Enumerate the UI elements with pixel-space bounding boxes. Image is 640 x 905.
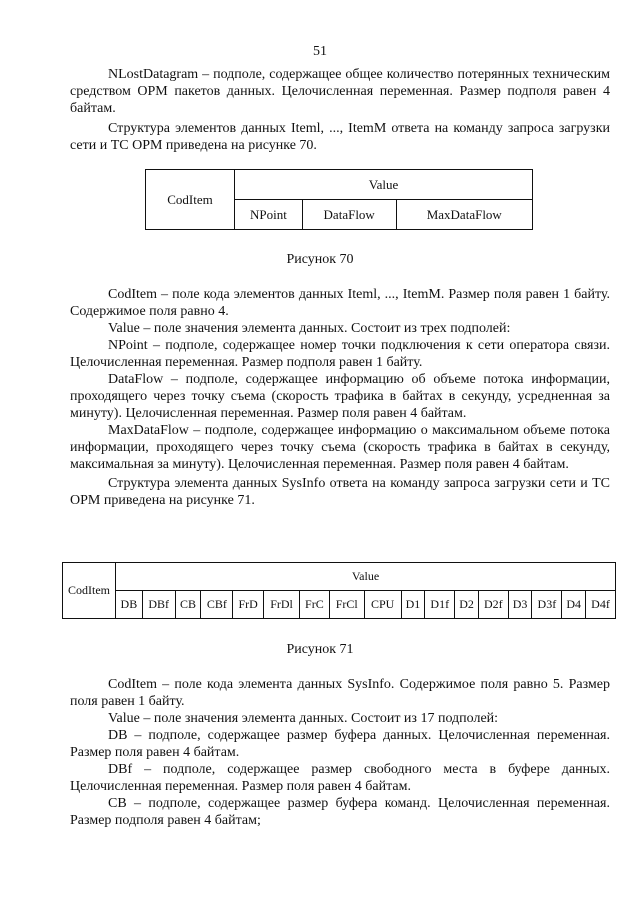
subfield-cell: FrD: [233, 591, 264, 619]
subfield-cell: CB: [175, 591, 201, 619]
text-block-1: [70, 66, 610, 154]
subfield-cell: D4f: [586, 591, 616, 619]
paragraph: CodItem – поле кода элемента данных SysInfo. Содержимое поля равно 5. Размер поля равен 1 байту.: [70, 677, 610, 709]
page-number: 51: [313, 44, 327, 59]
subfield-cell: DB: [116, 591, 143, 619]
value-cell: Value: [116, 563, 616, 591]
paragraph: NLostDatagram – подполе, содержащее общее количество потерянных техническим средством ОРМ пакетов данных. Целочисленная переменная. Размер подполя равен 4 байтам.: [70, 67, 610, 116]
subfield-cell: CPU: [364, 591, 401, 619]
figure-71-table: [62, 562, 616, 619]
subfield-cell: D1: [401, 591, 425, 619]
paragraph: Структура элементов данных Iteml, ..., ItemM ответа на команду запроса загрузки сети и ТС ОРМ приведена на рисунке 70.: [70, 121, 610, 153]
subfield-cell: D1f: [425, 591, 455, 619]
figure-70-caption: Рисунок 70: [286, 252, 354, 267]
subfield-cell: D2: [455, 591, 479, 619]
paragraph: DBf – подполе, содержащее размер свободного места в буфере данных. Целочисленная переменная. Размер поля равен 4 байтам.: [70, 762, 610, 794]
coditem-cell: CodItem: [63, 563, 116, 619]
paragraph: NPoint – подполе, содержащее номер точки подключения к сети оператора связи. Целочисленная переменная. Размер подполя равен 1 байту.: [70, 338, 610, 370]
figure-70-table: [145, 169, 533, 230]
paragraph: Структура элемента данных SysInfo ответа на команду запроса загрузки сети и ТС ОРМ приведена на рисунке 71.: [70, 476, 610, 508]
paragraph: DB – подполе, содержащее размер буфера данных. Целочисленная переменная. Размер поля равен 4 байтам.: [70, 728, 610, 760]
subfield-cell: DBf: [142, 591, 175, 619]
subfield-cell: D4: [562, 591, 586, 619]
coditem-cell: CodItem: [146, 170, 235, 230]
paragraph: Value – поле значения элемента данных. Состоит из 17 подполей:: [108, 711, 499, 726]
subfield-cell: CBf: [201, 591, 233, 619]
paragraph: MaxDataFlow – подполе, содержащее информацию о максимальном объеме потока информации, проходящего через точку съема (скорость трафика в байтах в секунду, максимальная за минуту). Целочисленная переменная. Размер поля равен 4 байтам.: [70, 423, 610, 472]
text-block-3: [70, 676, 610, 829]
figure-71-caption: Рисунок 71: [286, 642, 354, 657]
subfield-cell: NPoint: [235, 200, 303, 230]
subfield-cell: FrC: [299, 591, 329, 619]
paragraph: CodItem – поле кода элементов данных Iteml, ..., ItemM. Размер поля равен 1 байту. Содержимое поля равно 4.: [70, 287, 610, 319]
text-block-2: [70, 286, 610, 509]
subfield-cell: D3: [508, 591, 532, 619]
subfield-cell: FrCl: [329, 591, 364, 619]
paragraph: CB – подполе, содержащее размер буфера команд. Целочисленная переменная. Размер подполя равен 4 байтам;: [70, 796, 610, 828]
subfield-cell: D3f: [532, 591, 562, 619]
subfield-cell: MaxDataFlow: [396, 200, 532, 230]
value-cell: Value: [235, 170, 533, 200]
subfield-cell: D2f: [478, 591, 508, 619]
subfield-cell: FrDl: [264, 591, 300, 619]
paragraph: DataFlow – подполе, содержащее информацию об объеме потока информации, проходящего через точку съема (скорость трафика в байтах в секунду, усредненная за минуту). Целочисленная переменная. Размер поля равен 4 байтам.: [70, 372, 610, 421]
subfield-cell: DataFlow: [302, 200, 396, 230]
paragraph: Value – поле значения элемента данных. Состоит из трех подполей:: [108, 321, 511, 336]
